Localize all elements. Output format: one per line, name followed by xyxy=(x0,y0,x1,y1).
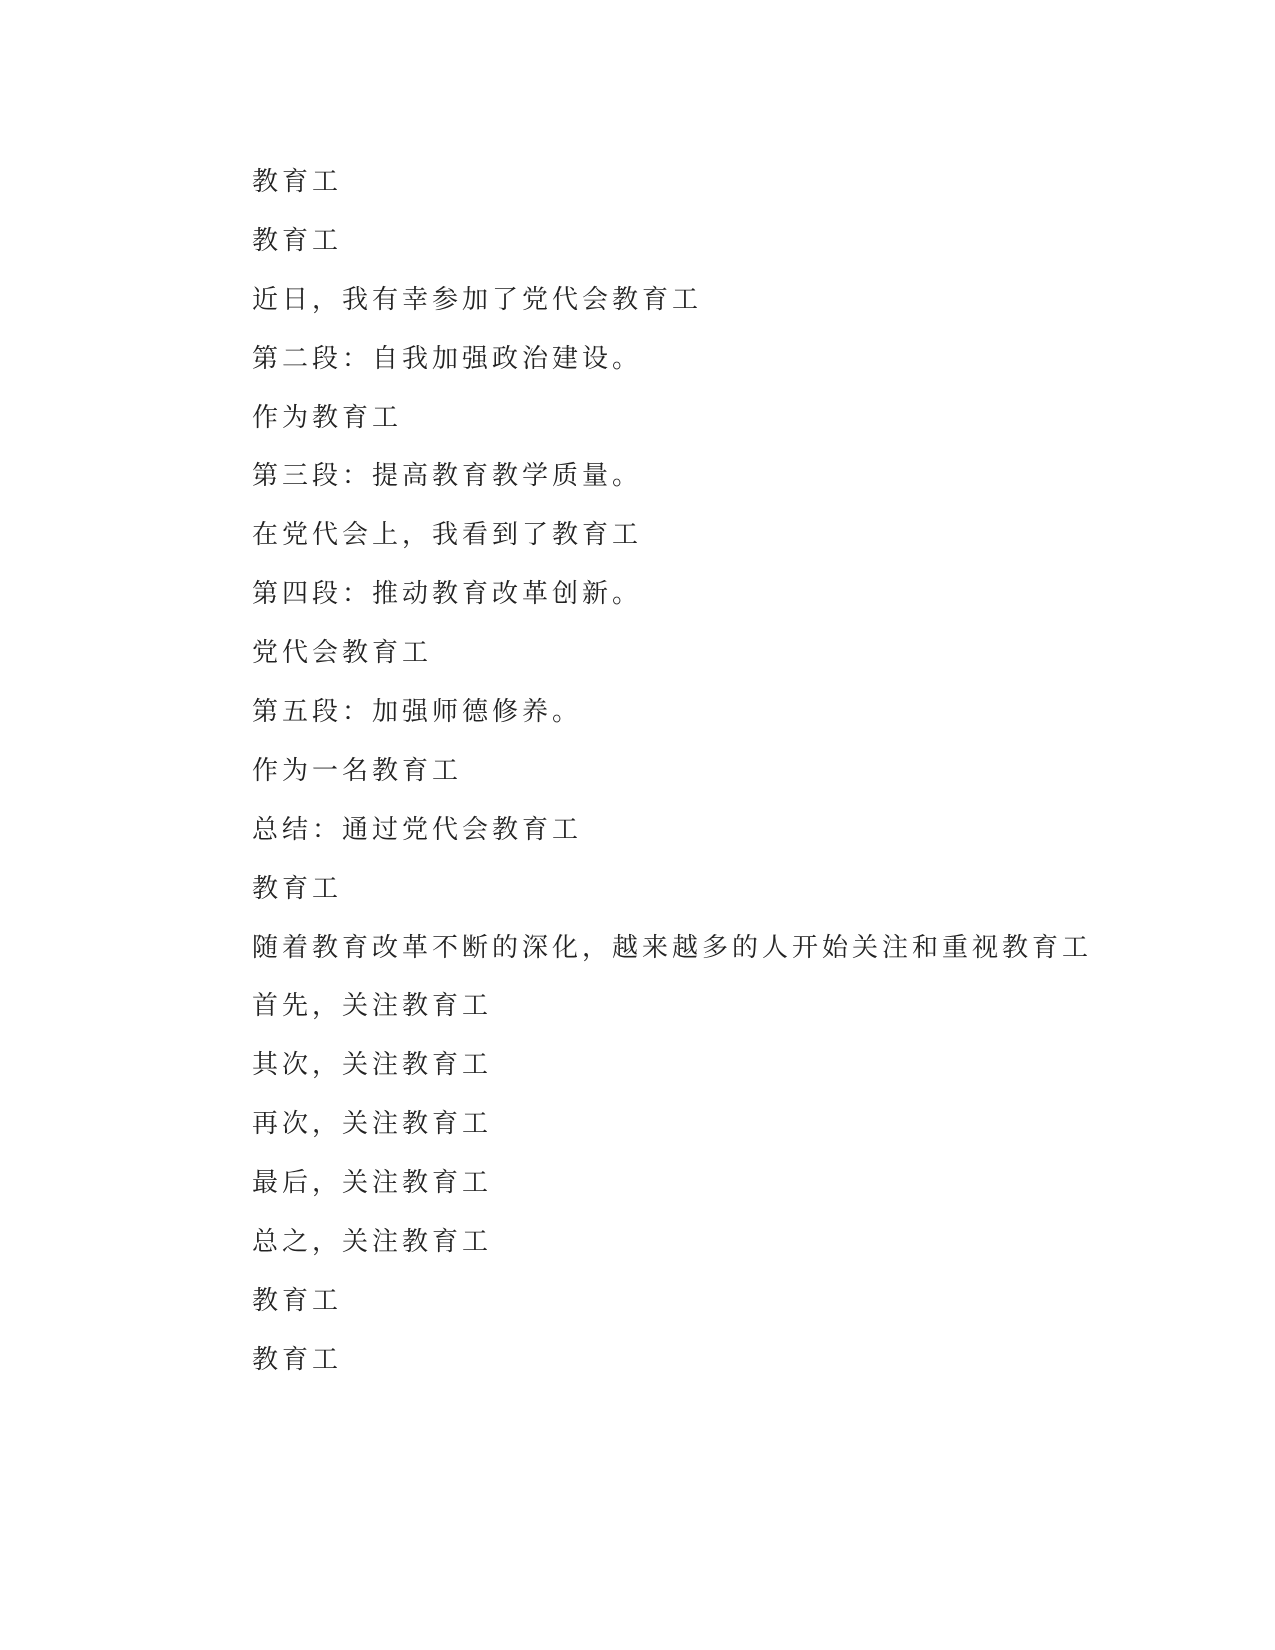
text-line: 作为一名教育工 xyxy=(252,755,463,786)
text-line: 总之，关注教育工 xyxy=(252,1227,493,1258)
text-line: 作为教育工 xyxy=(252,402,403,433)
text-line: 随着教育改革不断的深化，越来越多的人开始关注和重视教育工 xyxy=(252,932,1093,963)
text-line: 其次，关注教育工 xyxy=(252,1050,493,1081)
text-line: 再次，关注教育工 xyxy=(252,1109,493,1140)
section-heading: 第四段：推动教育改革创新。 xyxy=(252,579,643,610)
text-line: 教育工 xyxy=(252,1344,343,1375)
text-line: 党代会教育工 xyxy=(252,638,433,669)
text-line: 教育工 xyxy=(252,167,343,197)
section-heading: 第三段：提高教育教学质量。 xyxy=(252,461,643,492)
text-line: 教育工 xyxy=(252,225,343,256)
text-line: 最后，关注教育工 xyxy=(252,1168,493,1199)
section-heading: 第五段：加强师德修养。 xyxy=(252,697,583,728)
text-line: 教育工 xyxy=(252,1285,343,1316)
section-heading: 第二段：自我加强政治建设。 xyxy=(252,343,643,374)
document-body xyxy=(252,160,1093,1397)
text-line: 教育工 xyxy=(252,873,343,904)
text-line: 首先，关注教育工 xyxy=(252,991,493,1022)
text-line: 在党代会上，我看到了教育工 xyxy=(252,520,643,551)
summary-line: 总结：通过党代会教育工 xyxy=(252,814,583,845)
text-line: 近日，我有幸参加了党代会教育工 xyxy=(252,284,703,315)
